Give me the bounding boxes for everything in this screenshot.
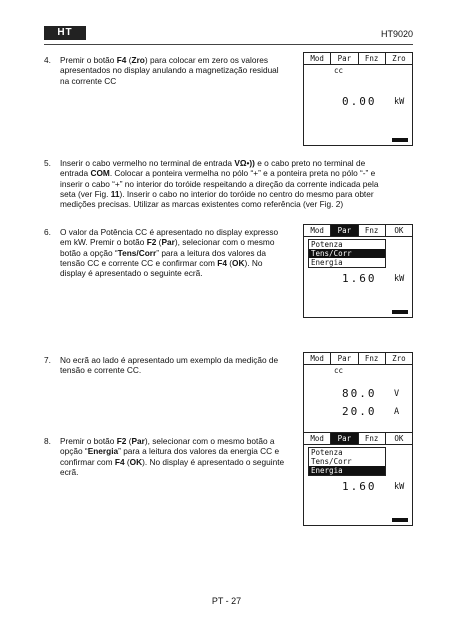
lcd-menu-item: Tens/Corr [309, 249, 385, 258]
text-line [60, 76, 302, 86]
lcd-function-key-zro: Zro [392, 354, 406, 363]
lcd-display-4 [303, 432, 413, 526]
text-run: ) para colocar em zero os valores [144, 55, 268, 65]
bold-term: OK [129, 456, 143, 467]
text-run: ” para a leitura dos valores da energia CC e [118, 446, 280, 457]
text-run: medições precisas. Utilizar as marcas existentes como referência (ver Fig. 2) [60, 199, 344, 210]
text-line [60, 467, 302, 477]
text-run: Premir o botão [60, 436, 117, 446]
lcd-function-key-fnz: Fnz [359, 433, 386, 444]
text-run: inserir o cabo “+” no interior do toróide respeitando a direção da corrente indicada pela [60, 178, 379, 189]
lcd-reading-unit: kW [394, 482, 405, 492]
text-run: display é apresentado o seguinte ecrã. [60, 268, 203, 279]
lcd-reading-value: 0.00 [342, 95, 377, 108]
text-run: entrada [60, 168, 91, 179]
lcd-function-key-ok: OK [394, 434, 404, 443]
text-run: na corrente CC [60, 75, 117, 86]
lcd-menu-item: Energia [309, 466, 385, 475]
text-run: O valor da Potência CC é apresentado no display expresso [60, 227, 279, 237]
text-line [60, 189, 412, 199]
step-number: 8. [44, 436, 51, 446]
text-run: ), selecionar com o mesmo botão a [144, 436, 275, 446]
text-line [60, 457, 302, 467]
text-line [60, 237, 302, 247]
text-run: ecrã. [60, 466, 79, 477]
step-7-text [60, 355, 302, 376]
bold-term: Zro [131, 55, 145, 65]
text-run: apresentados no display anulando a magnetização residual [60, 65, 279, 76]
lcd-function-key-fnz: Fnz [359, 53, 386, 64]
text-run: confirmar com [60, 456, 115, 467]
text-line [60, 199, 412, 209]
text-line [60, 258, 302, 268]
lcd-function-key-fnz: Fnz [359, 353, 386, 364]
lcd-reading-unit: kW [394, 274, 405, 284]
text-run: ( [226, 257, 233, 268]
lcd-function-bar [304, 53, 412, 65]
bold-term: F4 [116, 55, 127, 65]
battery-icon [392, 138, 408, 142]
text-run: . Colocar a ponteira vermelha no pólo “+” e a ponteira preta no pólo “-” e [109, 168, 376, 179]
lcd-menu-item: Potenza [311, 448, 343, 457]
text-run: ). No display é apresentado o seguinte [142, 456, 285, 467]
step-6-text [60, 227, 302, 278]
lcd-menu-item: Potenza [311, 240, 343, 249]
text-run: ( [124, 456, 130, 467]
text-run: Premir o botão [60, 55, 117, 65]
lcd-function-bar [304, 353, 412, 365]
lcd-function-key-zro: Zro [392, 54, 406, 63]
text-line [60, 436, 302, 446]
step-number: 4. [44, 55, 51, 65]
text-run: botão a opção “ [60, 247, 118, 258]
text-line [60, 158, 412, 168]
text-run: ). Inserir o cabo no interior do toróide no centro do mesmo para obter [119, 188, 374, 199]
step-number: 6. [44, 227, 51, 237]
header-divider [44, 44, 413, 45]
lcd-parameter-menu [308, 447, 386, 476]
bold-term: COM [90, 168, 110, 179]
lcd-function-key-mod: Mod [304, 53, 331, 64]
model-name: HT9020 [380, 29, 413, 39]
bold-term: VΩ•)) [234, 158, 255, 168]
bold-term: F4 [217, 257, 227, 268]
step-5-text [60, 158, 412, 209]
lcd-display-1 [303, 52, 413, 146]
text-line [60, 179, 412, 189]
lcd-reading-value: 20.0 [342, 405, 377, 418]
lcd-function-bar [304, 433, 412, 445]
lcd-reading-unit: kW [394, 97, 405, 107]
step-number: 5. [44, 158, 51, 168]
lcd-function-key-par: Par [331, 225, 358, 236]
text-run: tensão CC e corrente CC e confirmar com [60, 257, 218, 268]
lcd-reading-unit: V [394, 389, 400, 399]
text-line [60, 55, 302, 65]
lcd-mode-label: cc [334, 66, 344, 75]
bold-term: OK [232, 257, 245, 268]
page-number: PT - 27 [211, 596, 242, 606]
lcd-reading-value: 1.60 [342, 272, 377, 285]
lcd-function-key-mod: Mod [304, 225, 331, 236]
text-line [60, 268, 302, 278]
bold-term: Par [161, 237, 175, 248]
lcd-reading-value: 1.60 [342, 480, 377, 493]
bold-term: F2 [116, 436, 127, 446]
text-run: Inserir o cabo vermelho no terminal de entrada [60, 158, 235, 168]
bold-term: Par [131, 436, 145, 446]
text-line [60, 168, 412, 178]
text-run: No ecrã ao lado é apresentado um exemplo da medição de [60, 355, 279, 365]
text-run: ), selecionar com o mesmo [174, 237, 275, 248]
text-run: em kW. Premir o botão [60, 237, 147, 248]
lcd-display-2 [303, 224, 413, 318]
text-run: ( [126, 55, 132, 65]
lcd-function-key-par: Par [331, 433, 358, 444]
bold-term: Energia [87, 446, 119, 457]
text-line [60, 248, 302, 258]
bold-term: F4 [114, 456, 125, 467]
text-run: tensão e corrente CC. [60, 365, 142, 376]
lcd-function-key-ok: OK [394, 226, 404, 235]
lcd-reading-unit: A [394, 407, 400, 417]
lcd-parameter-menu [308, 239, 386, 268]
text-line [60, 446, 302, 456]
lcd-function-key-mod: Mod [304, 433, 331, 444]
bold-term: Tens/Corr [117, 247, 157, 258]
battery-icon [392, 518, 408, 522]
step-4-text [60, 55, 302, 86]
lcd-menu-item: Energia [311, 258, 343, 267]
bold-term: 11 [110, 188, 120, 199]
text-run: ( [156, 237, 162, 248]
text-run: ). No [244, 257, 263, 268]
lcd-menu-item: Tens/Corr [311, 457, 352, 466]
lcd-function-bar [304, 225, 412, 237]
text-run: opção “ [60, 446, 88, 457]
lcd-function-key-fnz: Fnz [359, 225, 386, 236]
lcd-mode-label: cc [334, 366, 344, 375]
ht-logo: HT [44, 26, 86, 40]
lcd-function-key-mod: Mod [304, 353, 331, 364]
text-run: e o cabo preto no terminal de [254, 158, 366, 168]
text-run: ” para a leitura dos valores da [156, 247, 267, 258]
text-run: seta (ver Fig. [60, 188, 111, 199]
lcd-reading-value: 80.0 [342, 387, 377, 400]
lcd-function-key-par: Par [331, 53, 358, 64]
text-run: ( [126, 436, 132, 446]
step-8-text [60, 436, 302, 477]
text-line [60, 227, 302, 237]
battery-icon [392, 310, 408, 314]
lcd-function-key-par: Par [331, 353, 358, 364]
text-line [60, 355, 302, 365]
text-line [60, 365, 302, 375]
text-line [60, 65, 302, 75]
bold-term: F2 [146, 237, 157, 248]
step-number: 7. [44, 355, 51, 365]
